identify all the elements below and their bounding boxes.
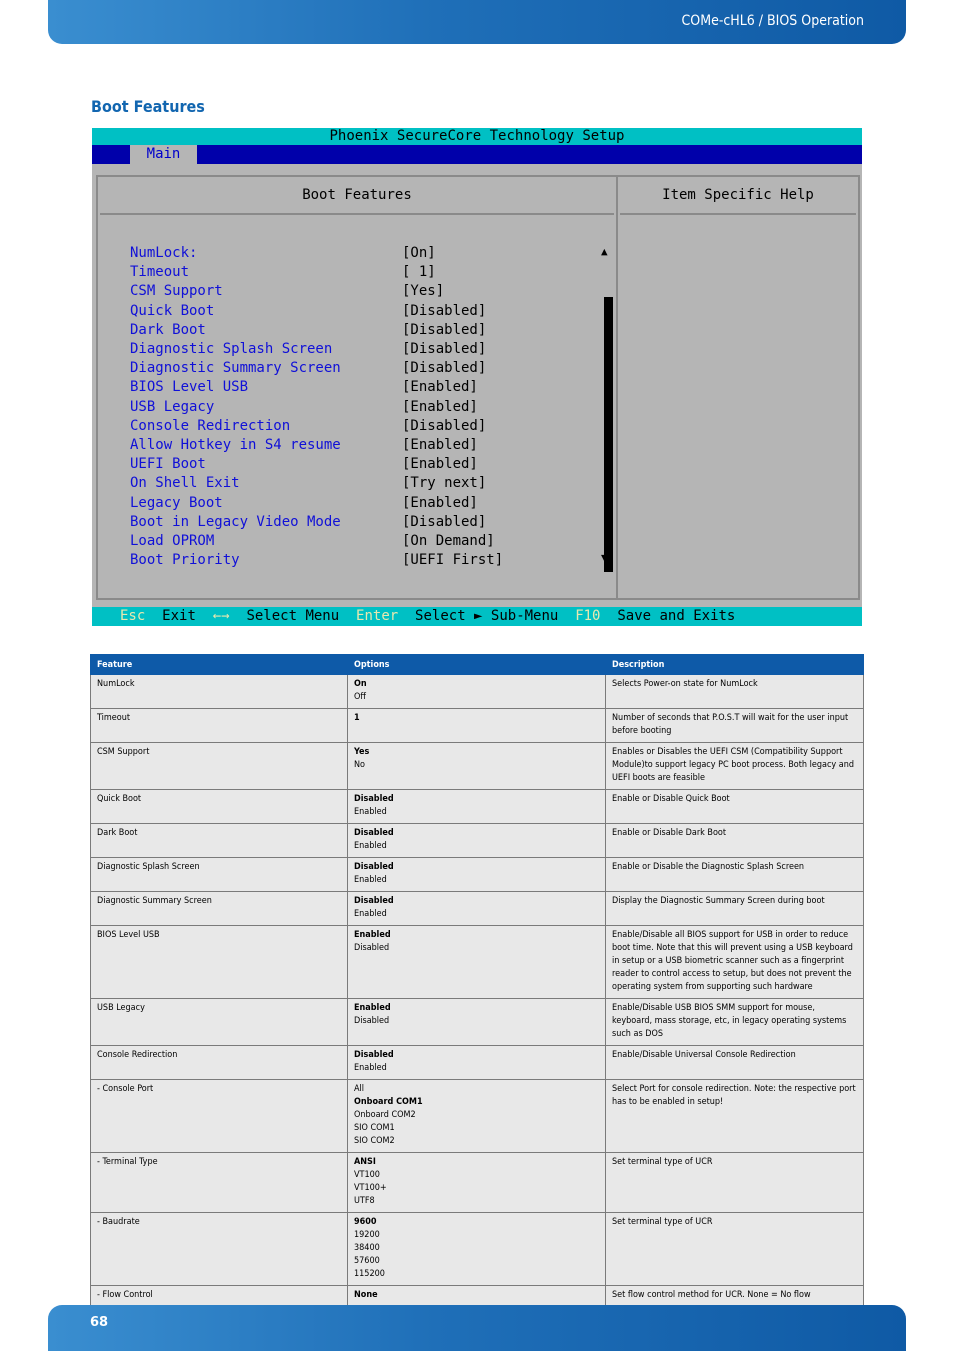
bios-item-value: [On]: [402, 245, 436, 261]
option-default: 1: [354, 713, 360, 723]
bios-item-label: Allow Hotkey in S4 resume: [130, 437, 341, 453]
page-number: 68: [90, 1315, 109, 1330]
description-cell: Enable or Disable the Diagnostic Splash Screen: [606, 858, 864, 892]
bios-title: Phoenix SecureCore Technology Setup: [92, 128, 862, 145]
bios-item-value: [Enabled]: [402, 494, 478, 511]
feature-cell: BIOS Level USB: [91, 926, 348, 999]
option: Enabled: [354, 1063, 387, 1073]
bios-help-panel: [616, 175, 860, 600]
feature-cell: Console Redirection: [91, 1046, 348, 1080]
option-default: Disabled: [354, 828, 394, 838]
option: Onboard COM2: [354, 1110, 416, 1120]
bios-item-label: Timeout: [130, 264, 190, 281]
feature-cell: NumLock: [91, 675, 348, 709]
description-cell: Display the Diagnostic Summary Screen during boot: [606, 892, 864, 926]
header-description: Description: [606, 655, 864, 675]
bios-item-label: Legacy Boot: [130, 494, 223, 511]
section-title: Boot Features: [91, 97, 205, 116]
status-esc-text: Exit: [162, 608, 196, 624]
bios-item-value: [Disabled]: [402, 417, 487, 434]
description-cell: Enable/Disable Universal Console Redirection: [606, 1046, 864, 1080]
option: SIO COM1: [354, 1123, 395, 1133]
bios-item-label: BIOS Level USB: [130, 379, 249, 396]
page-footer: [48, 1305, 906, 1351]
bios-item-label: Console Redirection: [130, 417, 291, 434]
options-cell: [348, 1080, 606, 1153]
options-cell: [348, 1213, 606, 1286]
table-body: [91, 675, 864, 1307]
options-cell: [348, 709, 606, 743]
bios-item-label: On Shell Exit: [130, 475, 240, 492]
feature-cell: - Console Port: [91, 1080, 348, 1153]
option: No: [354, 760, 366, 770]
bios-item-value: [Enabled]: [402, 379, 478, 396]
table-row: [91, 926, 864, 999]
bios-settings-panel: [96, 175, 618, 600]
description-cell: Enable or Disable Dark Boot: [606, 824, 864, 858]
feature-cell: Diagnostic Summary Screen: [91, 892, 348, 926]
header-title: COMe-cHL6 / BIOS Operation: [681, 13, 864, 29]
options-cell: [348, 675, 606, 709]
feature-cell: - Terminal Type: [91, 1153, 348, 1213]
bios-item-label: Diagnostic Splash Screen: [130, 341, 333, 357]
option: VT100: [354, 1170, 380, 1180]
feature-cell: Quick Boot: [91, 790, 348, 824]
option-default: Disabled: [354, 862, 394, 872]
options-cell: [348, 1046, 606, 1080]
bios-tab-main: Main: [130, 145, 197, 164]
description-cell: Enable/Disable all BIOS support for USB in order to reduce boot time. Note that this will prevent using a USB keyboard in setup or a USB biometric scanner such as a fingerprint reader to control access to setup, but does not prevent the operating system from supporting such hardware: [606, 926, 864, 999]
description-cell: Select Port for console redirection. Note: the respective port has to be enabled in setup!: [606, 1080, 864, 1153]
option-default: Enabled: [354, 930, 391, 940]
table-row: [91, 1046, 864, 1080]
options-cell: [348, 858, 606, 892]
option-default: None: [354, 1290, 378, 1300]
description-cell: Enables or Disables the UEFI CSM (Compatibility Support Module)to support legacy PC boot process. Both legacy and UEFI boots are feasible: [606, 743, 864, 790]
bios-item-label: Dark Boot: [130, 321, 206, 338]
bios-help-divider: [620, 213, 856, 215]
status-enter-text: Select ► Sub-Menu: [415, 608, 559, 624]
option-default: 9600: [354, 1217, 377, 1227]
option-default: Yes: [354, 747, 370, 757]
option: 115200: [354, 1269, 385, 1279]
status-arrows-icon: ←→: [212, 608, 230, 624]
options-cell: [348, 743, 606, 790]
scroll-up-arrow-icon: ▲: [601, 245, 608, 258]
bios-item-value: [Enabled]: [402, 437, 478, 453]
option-default: Disabled: [354, 896, 394, 906]
bios-item-label: Diagnostic Summary Screen: [130, 360, 341, 377]
bios-panel-title: Boot Features: [302, 187, 412, 203]
bios-item-label: Quick Boot: [130, 302, 215, 319]
header-options: Options: [348, 655, 606, 675]
page-header: [48, 0, 906, 44]
status-esc-key: Esc: [120, 608, 146, 624]
status-arrows-text: Select Menu: [246, 608, 340, 624]
status-f10-text: Save and Exits: [617, 608, 736, 624]
options-cell: [348, 790, 606, 824]
option-default: Enabled: [354, 1003, 391, 1013]
option: Off: [354, 692, 366, 702]
option: All: [354, 1084, 365, 1094]
description-cell: Number of seconds that P.O.S.T will wait for the user input before booting: [606, 709, 864, 743]
feature-cell: - Baudrate: [91, 1213, 348, 1286]
feature-cell: Dark Boot: [91, 824, 348, 858]
description-cell: Enable/Disable USB BIOS SMM support for mouse, keyboard, mass storage, etc, in legacy operating systems such as DOS: [606, 999, 864, 1046]
bios-item-value: [Disabled]: [402, 302, 487, 319]
bios-item-value: [Yes]: [402, 283, 445, 300]
options-cell: [348, 926, 606, 999]
table-row: [91, 892, 864, 926]
option-default: Disabled: [354, 1050, 394, 1060]
bios-item-value: [Disabled]: [402, 360, 487, 377]
scroll-down-arrow-icon: ▼: [601, 551, 608, 564]
table-row: [91, 858, 864, 892]
feature-cell: USB Legacy: [91, 999, 348, 1046]
bios-item-value: [ 1]: [402, 264, 436, 281]
bios-item-label: Boot Priority: [130, 552, 240, 569]
table-row: [91, 1153, 864, 1213]
table-header-row: [91, 655, 864, 675]
options-cell: [348, 1153, 606, 1213]
table-row: [91, 1080, 864, 1153]
bios-item-value: [Disabled]: [402, 341, 487, 357]
bios-panel-divider: [100, 213, 614, 215]
option: Enabled: [354, 807, 387, 817]
description-cell: Selects Power-on state for NumLock: [606, 675, 864, 709]
options-cell: [348, 824, 606, 858]
bios-item-label: CSM Support: [130, 283, 223, 300]
option: 38400: [354, 1243, 380, 1253]
description-cell: Enable or Disable Quick Boot: [606, 790, 864, 824]
feature-cell: Timeout: [91, 709, 348, 743]
table-row: [91, 999, 864, 1046]
bios-scrollbar: [604, 297, 613, 572]
description-cell: Set terminal type of UCR: [606, 1153, 864, 1213]
header-feature: Feature: [91, 655, 348, 675]
bios-item-label: NumLock:: [130, 245, 198, 261]
options-cell: [348, 892, 606, 926]
bios-item-label: Load OPROM: [130, 533, 215, 549]
table-row: [91, 709, 864, 743]
table-row: [91, 790, 864, 824]
description-cell: Set terminal type of UCR: [606, 1213, 864, 1286]
bios-item-label: UEFI Boot: [130, 456, 206, 473]
table-row: [91, 675, 864, 709]
bios-item-label: Boot in Legacy Video Mode: [130, 513, 341, 530]
bios-menu-bar: [92, 145, 862, 164]
option: Enabled: [354, 875, 387, 885]
option: 57600: [354, 1256, 380, 1266]
description-cell: Set flow control method for UCR. None = No flow: [606, 1286, 864, 1307]
feature-cell: - Flow Control: [91, 1286, 348, 1307]
table-row: [91, 743, 864, 790]
feature-cell: Diagnostic Splash Screen: [91, 858, 348, 892]
option-default: ANSI: [354, 1157, 376, 1167]
option: SIO COM2: [354, 1136, 395, 1146]
option: Enabled: [354, 841, 387, 851]
option-default: On: [354, 679, 367, 689]
status-enter-key: Enter: [356, 608, 399, 624]
bios-status-bar: [92, 607, 862, 626]
bios-item-value: [Try next]: [402, 475, 487, 492]
option: Disabled: [354, 943, 390, 953]
bios-item-value: [Enabled]: [402, 456, 478, 473]
option: 19200: [354, 1230, 380, 1240]
table-row: [91, 1213, 864, 1286]
feature-cell: CSM Support: [91, 743, 348, 790]
option-default: Disabled: [354, 794, 394, 804]
bios-screenshot: [92, 128, 862, 626]
option: UTF8: [354, 1196, 375, 1206]
bios-help-title: Item Specific Help: [662, 187, 814, 203]
option: Enabled: [354, 909, 387, 919]
option: VT100+: [354, 1183, 387, 1193]
boot-features-table: [90, 654, 864, 1307]
option-default: Onboard COM1: [354, 1097, 423, 1107]
table-row: [91, 824, 864, 858]
bios-item-value: [UEFI First]: [402, 552, 504, 569]
status-f10-key: F10: [575, 608, 601, 624]
bios-item-value: [Enabled]: [402, 398, 478, 415]
bios-item-value: [Disabled]: [402, 321, 487, 338]
options-cell: [348, 999, 606, 1046]
bios-item-value: [Disabled]: [402, 513, 487, 530]
options-cell: [348, 1286, 606, 1307]
table-row: [91, 1286, 864, 1307]
bios-item-value: [On Demand]: [402, 533, 495, 549]
option: Disabled: [354, 1016, 390, 1026]
bios-item-label: USB Legacy: [130, 398, 215, 415]
